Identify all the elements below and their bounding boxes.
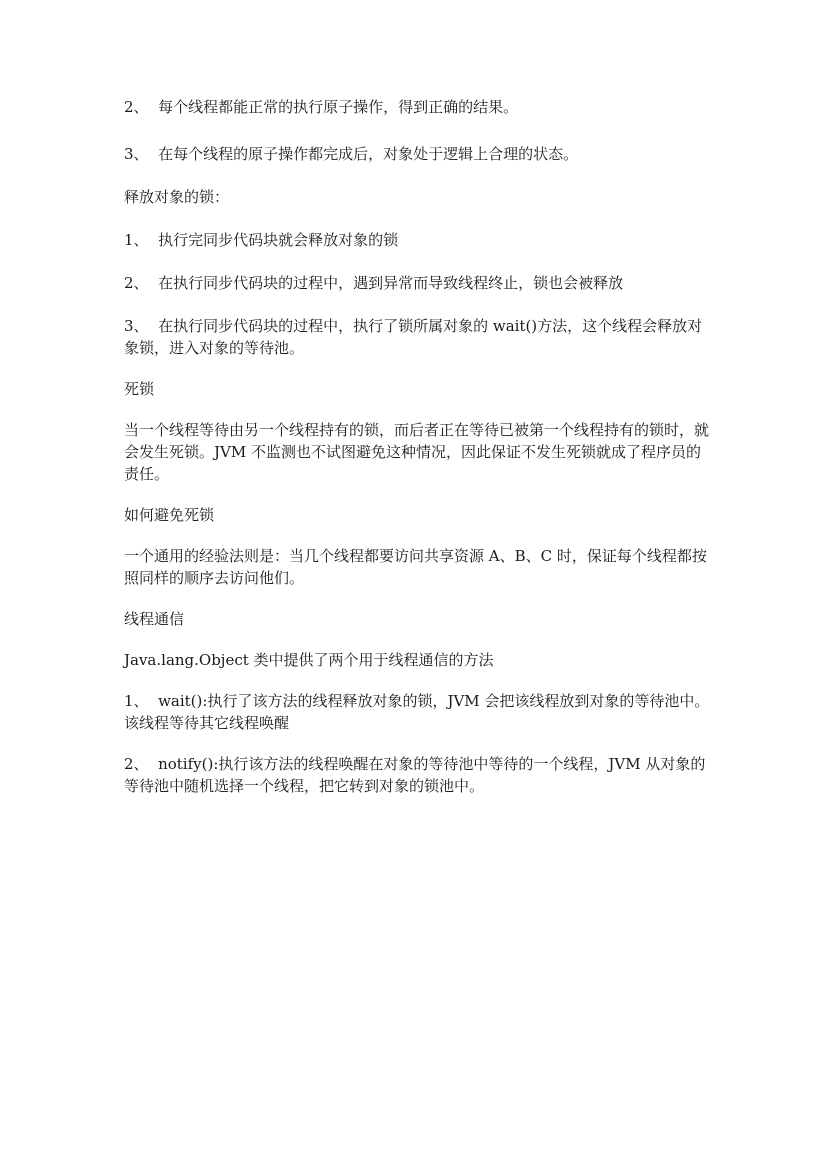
paragraph-avoid-deadlock: 一个通用的经验法则是：当几个线程都要访问共享资源 A、B、C 时，保证每个线程都按照同样的顺序去访问他们。 [124, 547, 707, 587]
paragraph-object-methods: Java.lang.Object 类中提供了两个用于线程通信的方法 [124, 651, 494, 669]
list-item-release-2: 2、 在执行同步代码块的过程中，遇到异常而导致线程终止，锁也会被释放 [124, 274, 624, 292]
section-heading-avoid-deadlock: 如何避免死锁 [124, 506, 215, 524]
section-heading-thread-communication: 线程通信 [124, 610, 185, 628]
list-item-atomic-correct: 2、 每个线程都能正常的执行原子操作，得到正确的结果。 [124, 98, 519, 116]
section-heading-deadlock: 死锁 [124, 380, 155, 398]
list-item-release-1: 1、 执行完同步代码块就会释放对象的锁 [124, 231, 399, 249]
section-heading-release-lock: 释放对象的锁： [124, 188, 230, 206]
paragraph-deadlock-description: 当一个线程等待由另一个线程持有的锁，而后者正在等待已被第一个线程持有的锁时，就会发生死锁。JVM 不监测也不试图避免这种情况，因此保证不发生死锁就成了程序员的责任。 [124, 421, 710, 483]
document-body [124, 96, 714, 797]
list-item-notify: 2、 notify():执行该方法的线程唤醒在对象的等待池中等待的一个线程，JVM 从对象的等待池中随机选择一个线程，把它转到对象的锁池中。 [124, 755, 706, 795]
list-item-logical-state: 3、 在每个线程的原子操作都完成后，对象处于逻辑上合理的状态。 [124, 145, 579, 163]
list-item-wait: 1、 wait():执行了该方法的线程释放对象的锁，JVM 会把该线程放到对象的等待池中。该线程等待其它线程唤醒 [124, 692, 710, 732]
list-item-release-3: 3、 在执行同步代码块的过程中，执行了锁所属对象的 wait()方法，这个线程会释放对象锁，进入对象的等待池。 [124, 317, 703, 357]
